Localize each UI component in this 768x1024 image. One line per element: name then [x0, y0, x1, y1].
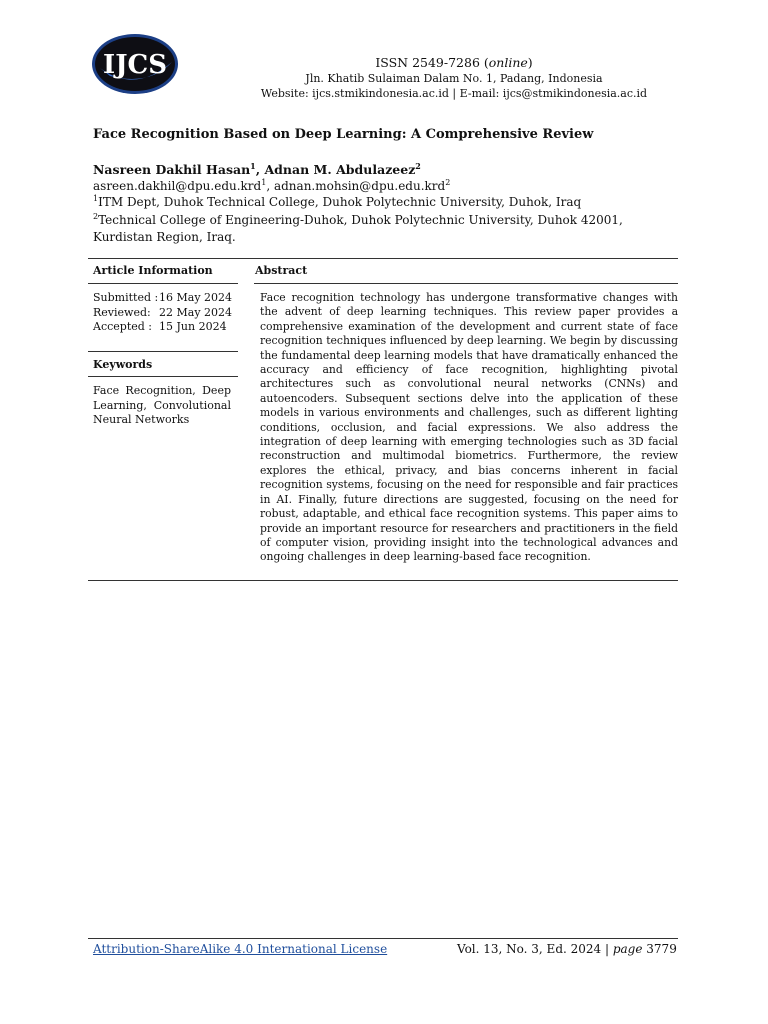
- author-emails: asreen.dakhil@dpu.edu.krd$^1$, adnan.mohsin@dpu.edu.krd$^2$: [93, 178, 451, 193]
- abstract-text: Face recognition technology has undergone transformative changes with the advent of deep learning techniques. This review paper provides a comprehensive examination of the development and current state of face recognition techniques influenced by deep learning. We begin by discussing the fundamental deep learning models that have dramatically enhanced the accuracy and efficiency of face recognition, highlighting pivotal architectures such as convolutional neural networks (CNNs) and autoencoders. Subsequent sections delve into the application of these models in various environments and challenges, such as different lighting conditions, occlusion, and facial expressions. We also address the integration of deep learning with emerging technologies such as 3D facial reconstruction and multimodal biometrics. Furthermore, the review explores the ethical, privacy, and bias concerns inherent in facial recognition systems, focusing on the need for responsible and fair practices in AI. Finally, future directions are suggested, focusing on the need for robust, adaptable, and ethical face recognition systems. This paper aims to provide an important resource for researchers and practitioners in the field of computer vision, providing insight into the technological advances and ongoing challenges in deep learning-based face recognition.: [260, 291, 678, 564]
- abstract-heading: Abstract: [255, 264, 308, 277]
- journal-address: Jln. Khatib Sulaiman Dalam No. 1, Padang, Indonesia: [305, 72, 603, 85]
- journal-website: Website: ijcs.stmikindonesia.ac.id | E-mail: ijcs@stmikindonesia.ac.id: [260, 87, 648, 100]
- article-dates: [93, 291, 232, 335]
- journal-header: [200, 54, 708, 101]
- paper-title: Face Recognition Based on Deep Learning: A Comprehensive Review: [93, 127, 594, 142]
- article-info-heading: Article Information: [93, 264, 213, 277]
- submitted-row: Submitted : 16 May 2024: [93, 291, 233, 304]
- reviewed-row: Reviewed: 22 May 2024: [93, 305, 233, 319]
- ijcs-logo: [90, 32, 180, 96]
- keywords-bottom-rule: [88, 376, 238, 377]
- affiliation-2: $^2$Technical College of Engineering-Duhok, Duhok Polytechnic University, Duhok 42001, Kurdistan Region, Iraq.: [93, 212, 623, 244]
- table-bottom-rule: [88, 580, 678, 581]
- abstract-rule: [254, 283, 678, 284]
- logo-text: IJCS: [103, 50, 167, 80]
- license-link[interactable]: Attribution-ShareAlike 4.0 International License: [93, 942, 388, 956]
- keywords-heading: Keywords: [93, 358, 153, 371]
- footer-rule: [88, 938, 678, 939]
- authors: Nasreen Dakhil Hasan$^1$, Adnan M. Abdulazeez$^2$: [93, 161, 421, 177]
- table-top-rule: [88, 258, 678, 259]
- article-info-rule: [88, 283, 238, 284]
- affiliation-1: $^1$ITM Dept, Duhok Technical College, Duhok Polytechnic University, Duhok, Iraq: [93, 194, 582, 209]
- issn: ISSN 2549-7286 (online): [375, 55, 533, 70]
- keywords-top-rule: [88, 351, 238, 352]
- volume-page: Vol. 13, No. 3, Ed. 2024 | page 3779: [457, 942, 677, 956]
- accepted-row: Accepted : 15 Jun 2024: [93, 320, 227, 333]
- keywords-text: Face Recognition, Deep Learning, Convolutional Neural Networks: [93, 384, 231, 426]
